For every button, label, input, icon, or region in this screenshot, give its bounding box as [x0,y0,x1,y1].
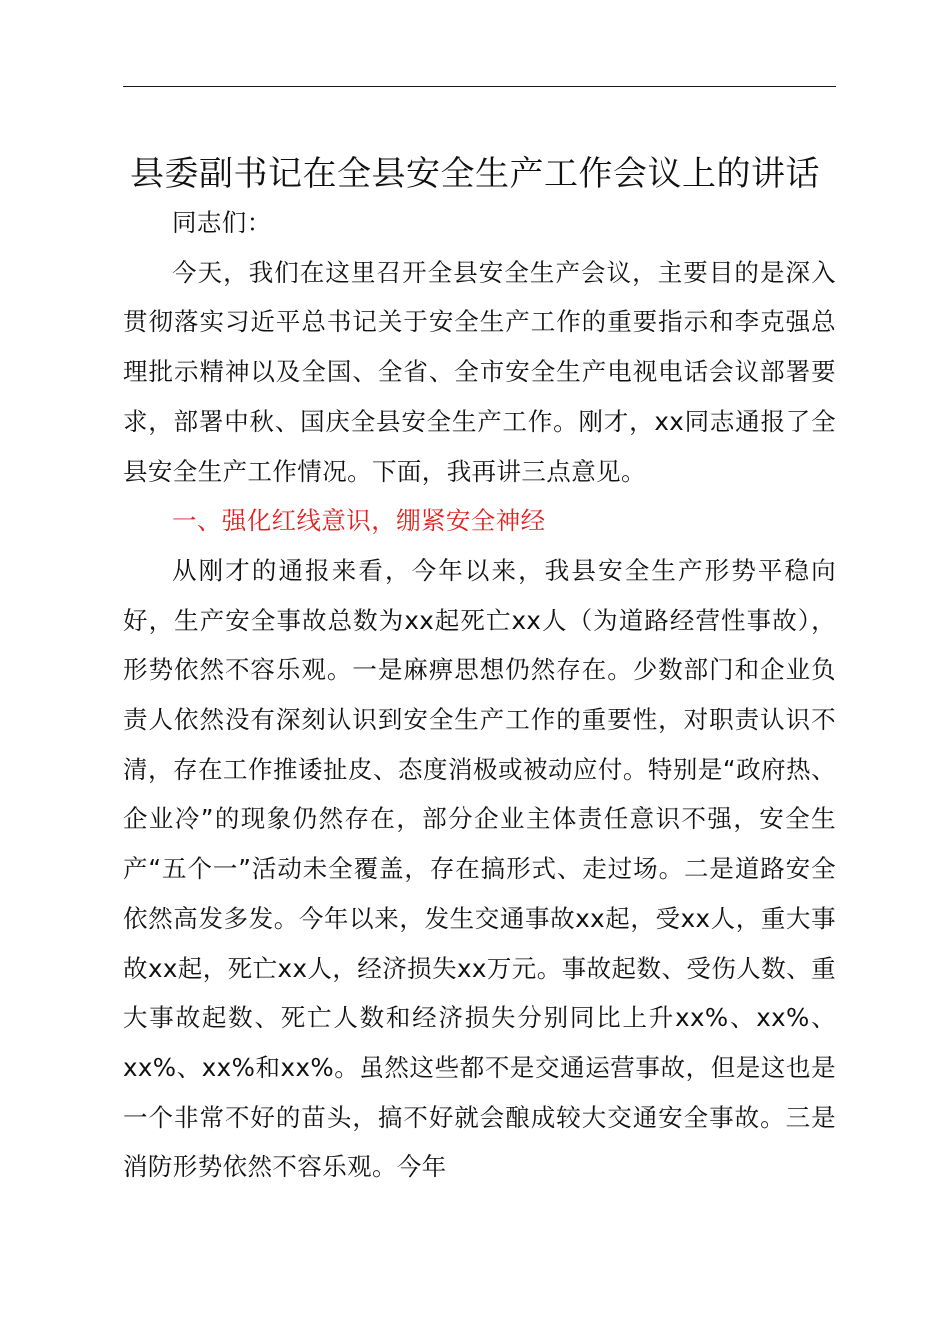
document-title: 县委副书记在全县安全生产工作会议上的讲话 [130,154,820,194]
section-heading-1: 一、强化红线意识，绷紧安全神经 [172,506,546,536]
section-1-paragraph: 从刚才的通报来看，今年以来，我县安全生产形势平稳向好，生产安全事故总数为xx起死亡xx人（为道路经营性事故），形势依然不容乐观。一是麻痹思想仍然存在。少数部门和企业负责人依然没有深刻认识到安全生产工作的重要性，对职责认识不清，存在工作推诿扯皮、态度消极或被动应付。特别是“政府热、企业冷”的现象仍然存在，部分企业主体责任意识不强，安全生产“五个一”活动未全覆盖，存在搞形式、走过场。二是道路安全依然高发多发。今年以来，发生交通事故xx起，受xx人，重大事故xx起，死亡xx人，经济损失xx万元。事故起数、受伤人数、重大事故起数、死亡人数和经济损失分别同比上升xx%、xx%、xx%、xx%和xx%。虽然这些都不是交通运营事故，但是这也是一个非常不好的苗头，搞不好就会酿成较大交通安全事故。三是消防形势依然不容乐观。今年 [123,555,836,1182]
document-body [123,198,836,1192]
intro-paragraph: 今天，我们在这里召开全县安全生产会议，主要目的是深入贯彻落实习近平总书记关于安全生产工作的重要指示和李克强总理批示精神以及全国、全省、全市安全生产电视电话会议部署要求，部署中秋、国庆全县安全生产工作。刚才，xx同志通报了全县安全生产工作情况。下面，我再讲三点意见。 [123,257,836,486]
header-rule [123,86,836,87]
salutation: 同志们： [172,208,272,237]
